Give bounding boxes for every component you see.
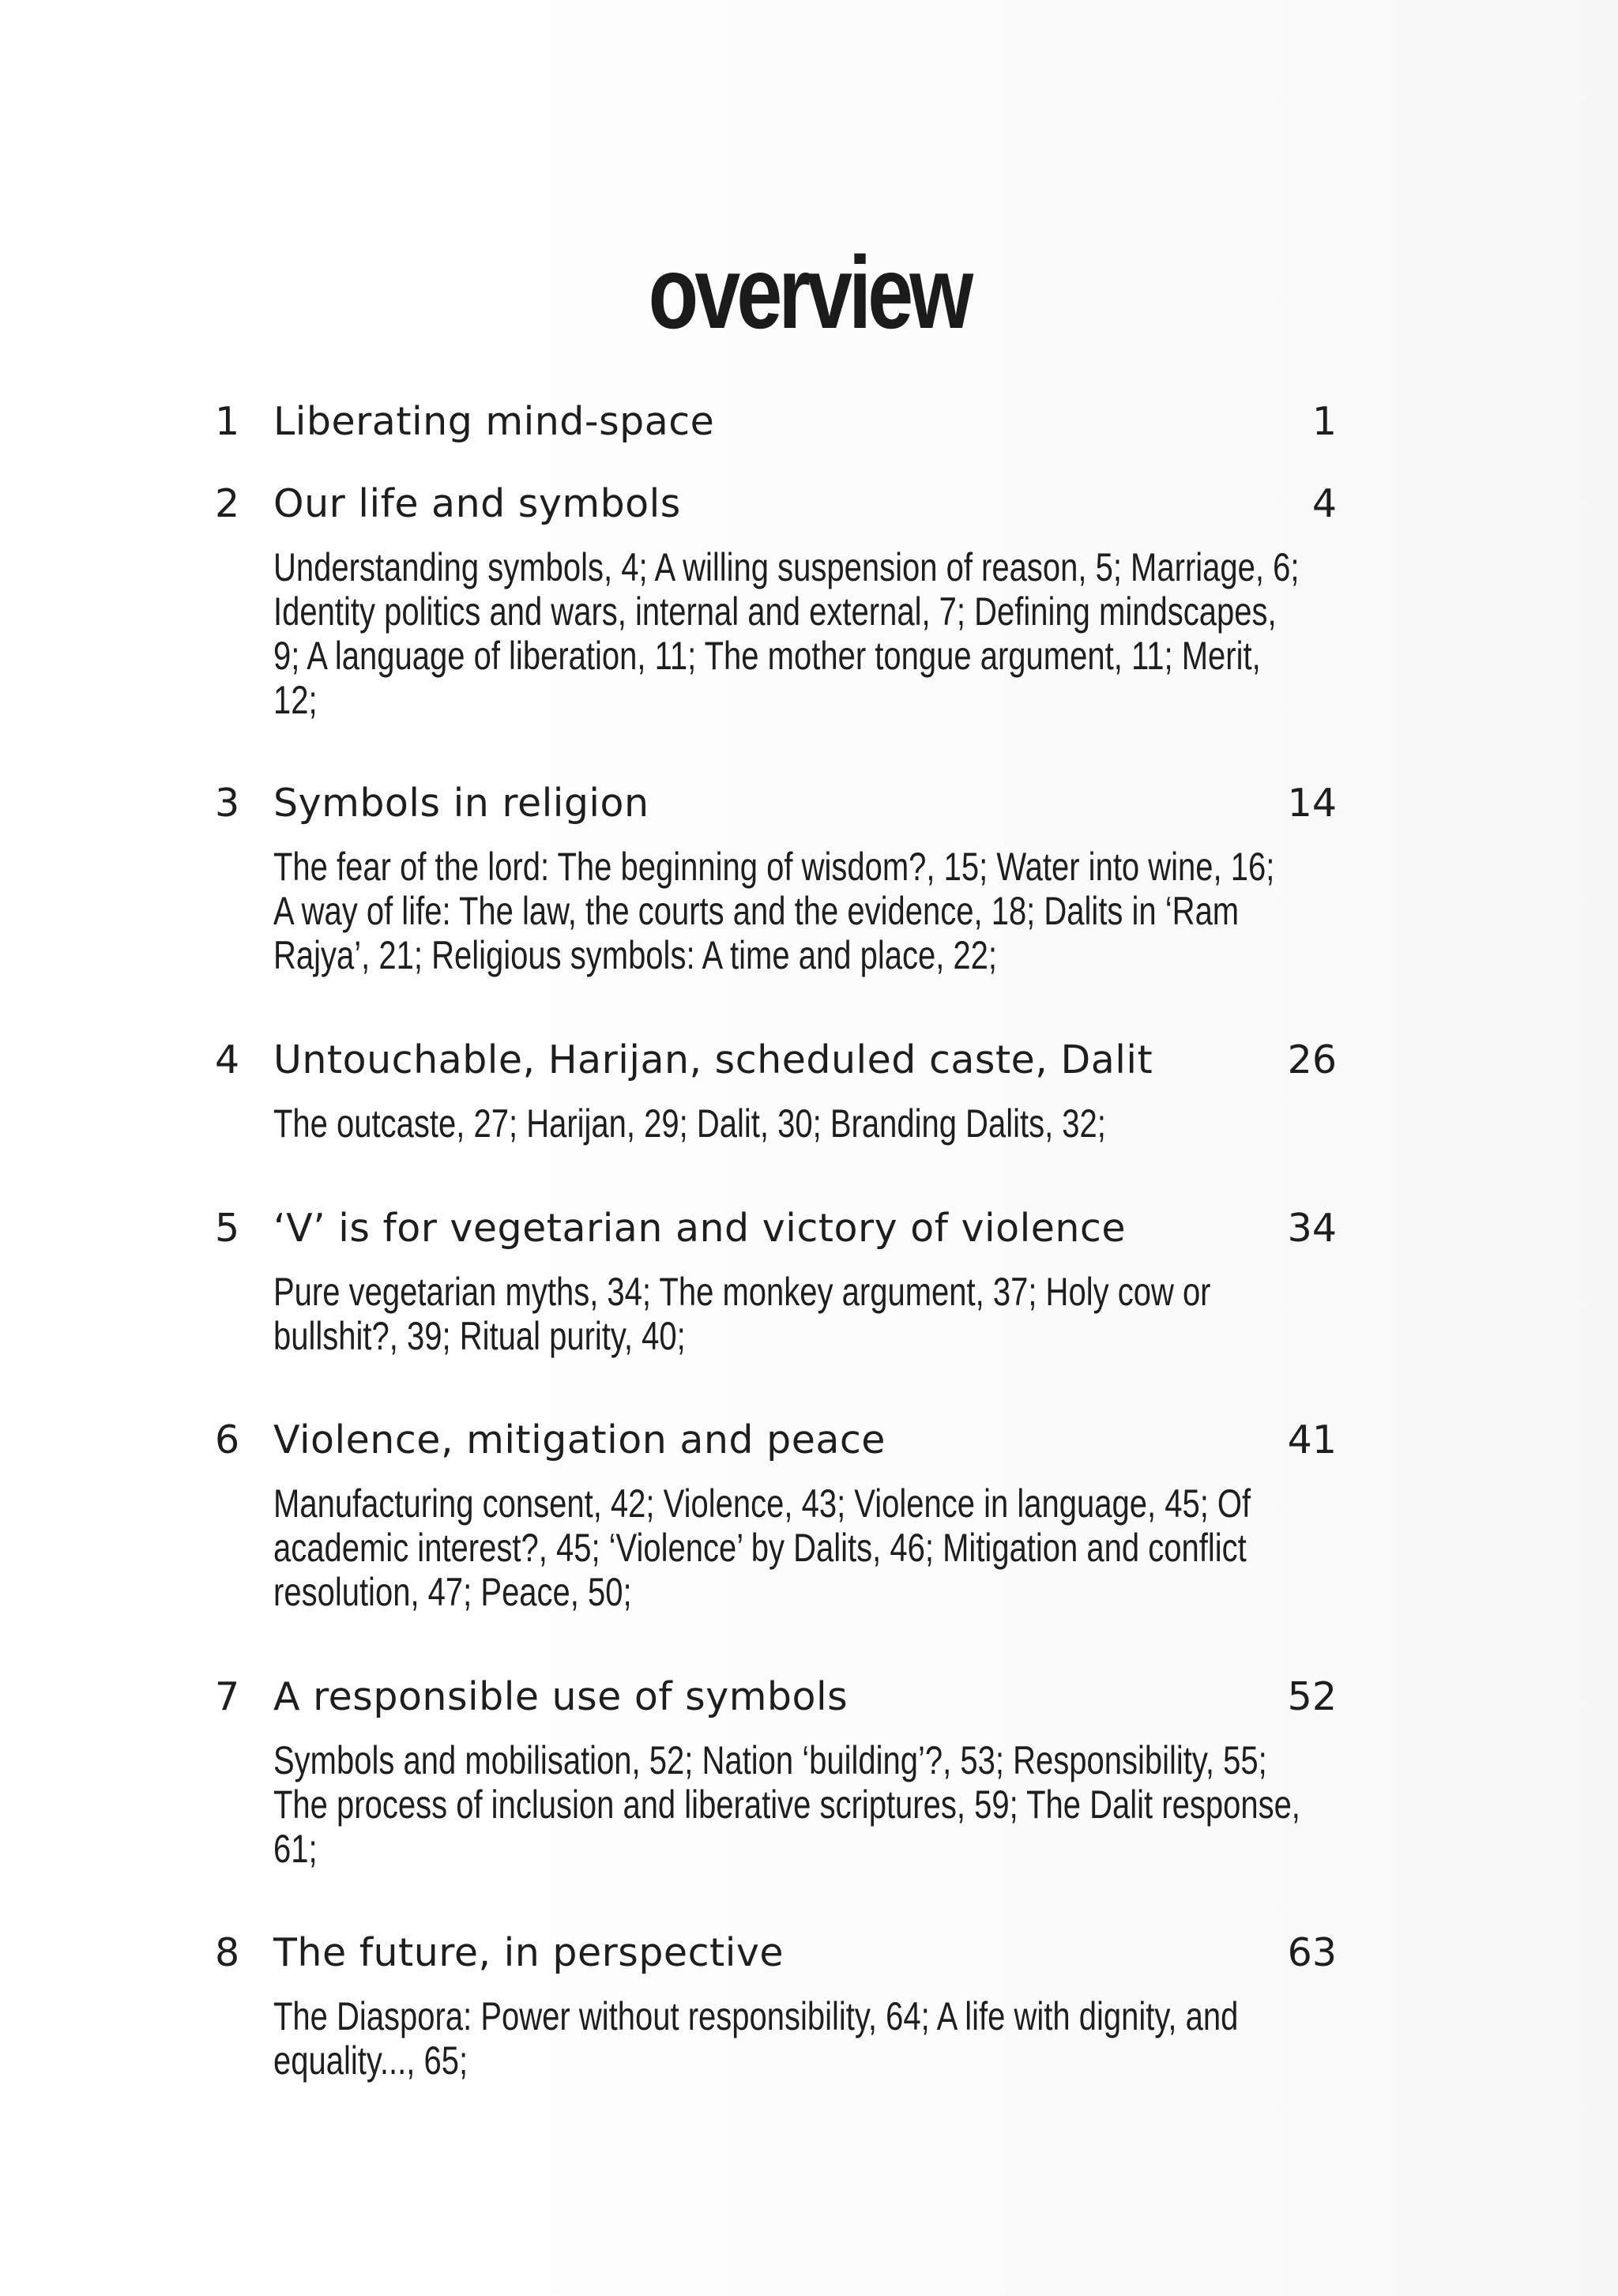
chapter-title: The future, in perspective: [273, 1930, 784, 1975]
chapter-number: 8: [215, 1930, 240, 1975]
chapter-subtopics: [273, 1101, 1348, 1146]
chapter-number: 6: [215, 1417, 240, 1462]
toc-entry-8[interactable]: [215, 1928, 1337, 2083]
subtopic-line: The outcaste, 27; Harijan, 29; Dalit, 30; Branding Dalits, 32;: [273, 1101, 1106, 1146]
chapter-subtopics: [273, 1738, 1348, 1871]
toc-entry-heading: [215, 1928, 1337, 1978]
chapter-number: 5: [215, 1206, 240, 1251]
subtopic-line: Identity politics and wars, internal and external, 7; Defining mindscapes,: [273, 589, 1277, 634]
chapter-subtopics: [273, 1270, 1348, 1358]
chapter-subtopics: [273, 545, 1348, 722]
chapter-page-number: 1: [1311, 399, 1337, 444]
chapter-title: ‘V’ is for vegetarian and victory of violence: [273, 1206, 1126, 1251]
toc-entry-3[interactable]: [215, 778, 1337, 977]
subtopic-line: The fear of the lord: The beginning of wisdom?, 15; Water into wine, 16;: [273, 845, 1275, 889]
subtopic-line: 9; A language of liberation, 11; The mother tongue argument, 11; Merit,: [273, 634, 1261, 678]
toc-entry-7[interactable]: [215, 1672, 1337, 1871]
chapter-number: 3: [215, 781, 240, 826]
toc-entry-1[interactable]: [215, 397, 1337, 447]
chapter-title: Violence, mitigation and peace: [273, 1417, 886, 1462]
chapter-page-number: 41: [1287, 1417, 1337, 1462]
toc-entry-2[interactable]: [215, 479, 1337, 722]
toc-entry-heading: [215, 778, 1337, 829]
chapter-page-number: 63: [1287, 1930, 1337, 1975]
chapter-subtopics: [273, 1481, 1348, 1614]
subtopic-line: Symbols and mobilisation, 52; Nation ‘building’?, 53; Responsibility, 55;: [273, 1738, 1267, 1782]
chapter-number: 7: [215, 1674, 240, 1719]
toc-entry-6[interactable]: [215, 1415, 1337, 1614]
subtopic-line: The Diaspora: Power without responsibility, 64; A life with dignity, and: [273, 1994, 1239, 2038]
subtopic-line: Understanding symbols, 4; A willing suspension of reason, 5; Marriage, 6;: [273, 545, 1300, 589]
chapter-page-number: 14: [1287, 781, 1337, 826]
toc-entry-heading: [215, 1203, 1337, 1254]
subtopic-line: Manufacturing consent, 42; Violence, 43; Violence in language, 45; Of: [273, 1481, 1251, 1526]
chapter-page-number: 26: [1287, 1037, 1337, 1082]
subtopic-line: 12;: [273, 678, 318, 722]
toc-entry-5[interactable]: [215, 1203, 1337, 1358]
chapter-title: A responsible use of symbols: [273, 1674, 849, 1719]
toc-entry-heading: [215, 397, 1337, 447]
chapter-title: Untouchable, Harijan, scheduled caste, Dalit: [273, 1037, 1153, 1082]
toc-entry-heading: [215, 479, 1337, 529]
chapter-subtopics: [273, 1994, 1348, 2083]
toc-entry-heading: [215, 1415, 1337, 1466]
subtopic-line: Rajya’, 21; Religious symbols: A time and place, 22;: [273, 933, 998, 977]
chapter-subtopics: [273, 845, 1348, 977]
subtopic-line: 61;: [273, 1827, 318, 1871]
subtopic-line: A way of life: The law, the courts and the evidence, 18; Dalits in ‘Ram: [273, 889, 1240, 933]
page-title: overview: [648, 235, 970, 350]
chapter-title: Liberating mind-space: [273, 399, 715, 444]
chapter-number: 1: [215, 399, 240, 444]
chapter-title: Our life and symbols: [273, 481, 681, 526]
toc-entry-4[interactable]: [215, 1035, 1337, 1146]
subtopic-line: equality..., 65;: [273, 2038, 468, 2083]
toc-entry-heading: [215, 1035, 1337, 1086]
chapter-page-number: 52: [1287, 1674, 1337, 1719]
chapter-number: 4: [215, 1037, 240, 1082]
chapter-title: Symbols in religion: [273, 781, 649, 826]
subtopic-line: Pure vegetarian myths, 34; The monkey argument, 37; Holy cow or: [273, 1270, 1211, 1314]
subtopic-line: bullshit?, 39; Ritual purity, 40;: [273, 1314, 686, 1358]
chapter-page-number: 34: [1287, 1206, 1337, 1251]
chapter-page-number: 4: [1311, 481, 1337, 526]
subtopic-line: resolution, 47; Peace, 50;: [273, 1570, 632, 1614]
subtopic-line: The process of inclusion and liberative scriptures, 59; The Dalit response,: [273, 1782, 1300, 1827]
toc-entry-heading: [215, 1672, 1337, 1722]
subtopic-line: academic interest?, 45; ‘Violence’ by Dalits, 46; Mitigation and conflict: [273, 1526, 1247, 1570]
chapter-number: 2: [215, 481, 240, 526]
